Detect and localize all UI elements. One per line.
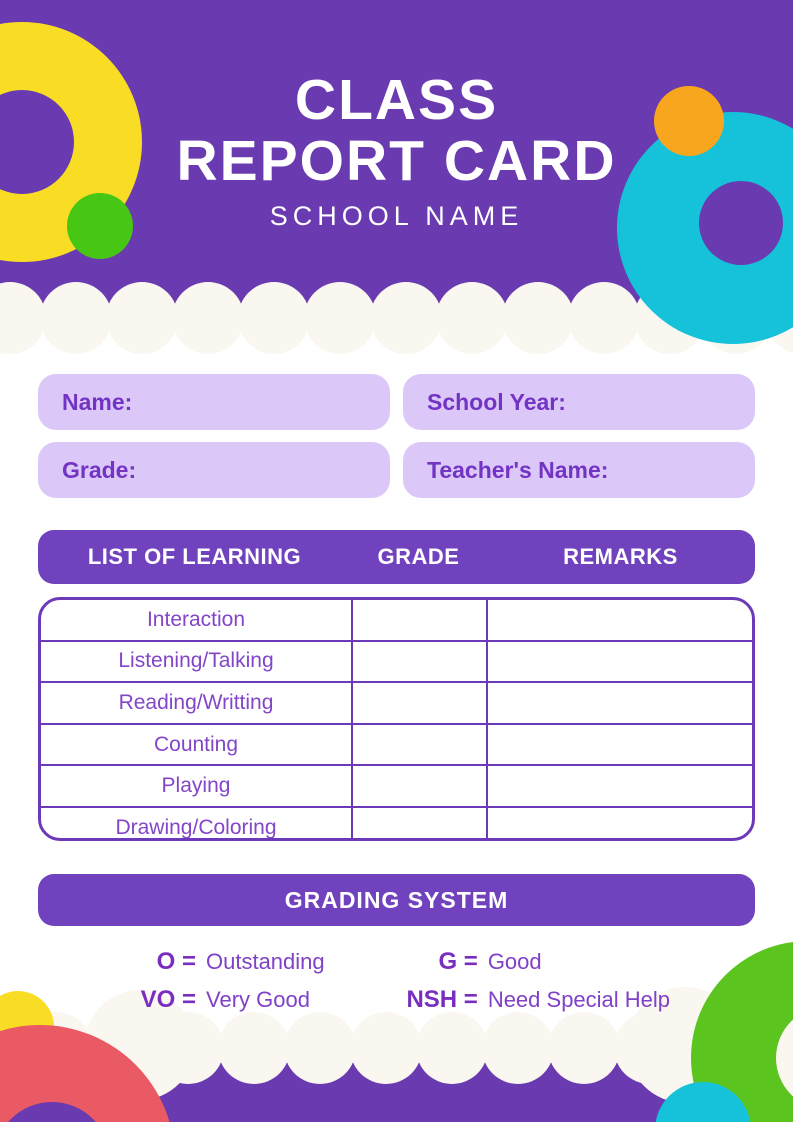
- grading-system-bar: [38, 874, 755, 926]
- remarks-cell[interactable]: [486, 600, 752, 640]
- table-row: [41, 808, 752, 841]
- legend-item-very-good: [38, 986, 368, 1014]
- legend-meaning: Need Special Help: [487, 987, 671, 1012]
- subject-cell: Interaction: [146, 607, 246, 631]
- table-divider-1: [351, 600, 353, 838]
- table-row: [41, 600, 752, 642]
- legend-abbr: O =: [156, 948, 196, 975]
- subject-cell: Counting: [153, 732, 239, 756]
- remarks-cell[interactable]: [486, 808, 752, 841]
- grade-cell[interactable]: [351, 808, 486, 841]
- legend-abbr: G =: [438, 948, 478, 975]
- legend-meaning: Very Good: [206, 987, 310, 1012]
- name-field[interactable]: [38, 374, 390, 430]
- legend-meaning: Good: [487, 949, 542, 974]
- remarks-cell[interactable]: [486, 766, 752, 806]
- name-field-label: Name:: [62, 388, 133, 415]
- table-row: [41, 725, 752, 767]
- grading-legend: [38, 948, 755, 1014]
- subject-cell: Reading/Writting: [118, 690, 274, 714]
- legend-abbr: VO =: [140, 986, 196, 1013]
- legend-item-outstanding: [38, 948, 368, 976]
- header-title-block: [0, 70, 793, 232]
- grade-cell[interactable]: [351, 725, 486, 765]
- column-header-grade: GRADE: [377, 544, 460, 569]
- column-header-remarks: REMARKS: [563, 544, 678, 569]
- teacher-name-field[interactable]: [403, 442, 755, 498]
- title-line-2: REPORT CARD: [176, 129, 617, 193]
- teacher-name-field-label: Teacher's Name:: [427, 456, 609, 483]
- remarks-cell[interactable]: [486, 683, 752, 723]
- learning-table: [38, 597, 755, 841]
- title-line-1: CLASS: [294, 68, 499, 132]
- legend-meaning: Outstanding: [206, 949, 325, 974]
- grade-cell[interactable]: [351, 766, 486, 806]
- subject-cell: Drawing/Coloring: [115, 815, 277, 839]
- grade-field-label: Grade:: [62, 456, 137, 483]
- school-year-field-label: School Year:: [427, 388, 566, 415]
- legend-item-good: [368, 948, 755, 976]
- table-header-bar: [38, 530, 755, 584]
- grade-field[interactable]: [38, 442, 390, 498]
- remarks-cell[interactable]: [486, 725, 752, 765]
- grading-system-title: GRADING SYSTEM: [284, 886, 509, 913]
- table-divider-2: [486, 600, 488, 838]
- grade-cell[interactable]: [351, 683, 486, 723]
- remarks-cell[interactable]: [486, 642, 752, 682]
- table-row: [41, 766, 752, 808]
- school-year-field[interactable]: [403, 374, 755, 430]
- table-row: [41, 683, 752, 725]
- student-info-fields: [38, 374, 755, 498]
- subject-cell: Listening/Talking: [118, 649, 274, 673]
- grade-cell[interactable]: [351, 642, 486, 682]
- subject-cell: Playing: [161, 774, 231, 798]
- legend-item-need-special-help: [368, 986, 755, 1014]
- school-name: SCHOOL NAME: [269, 201, 524, 231]
- legend-abbr: NSH =: [406, 986, 478, 1013]
- grade-cell[interactable]: [351, 600, 486, 640]
- table-row: [41, 642, 752, 684]
- column-header-list-of-learning: LIST OF LEARNING: [87, 544, 302, 569]
